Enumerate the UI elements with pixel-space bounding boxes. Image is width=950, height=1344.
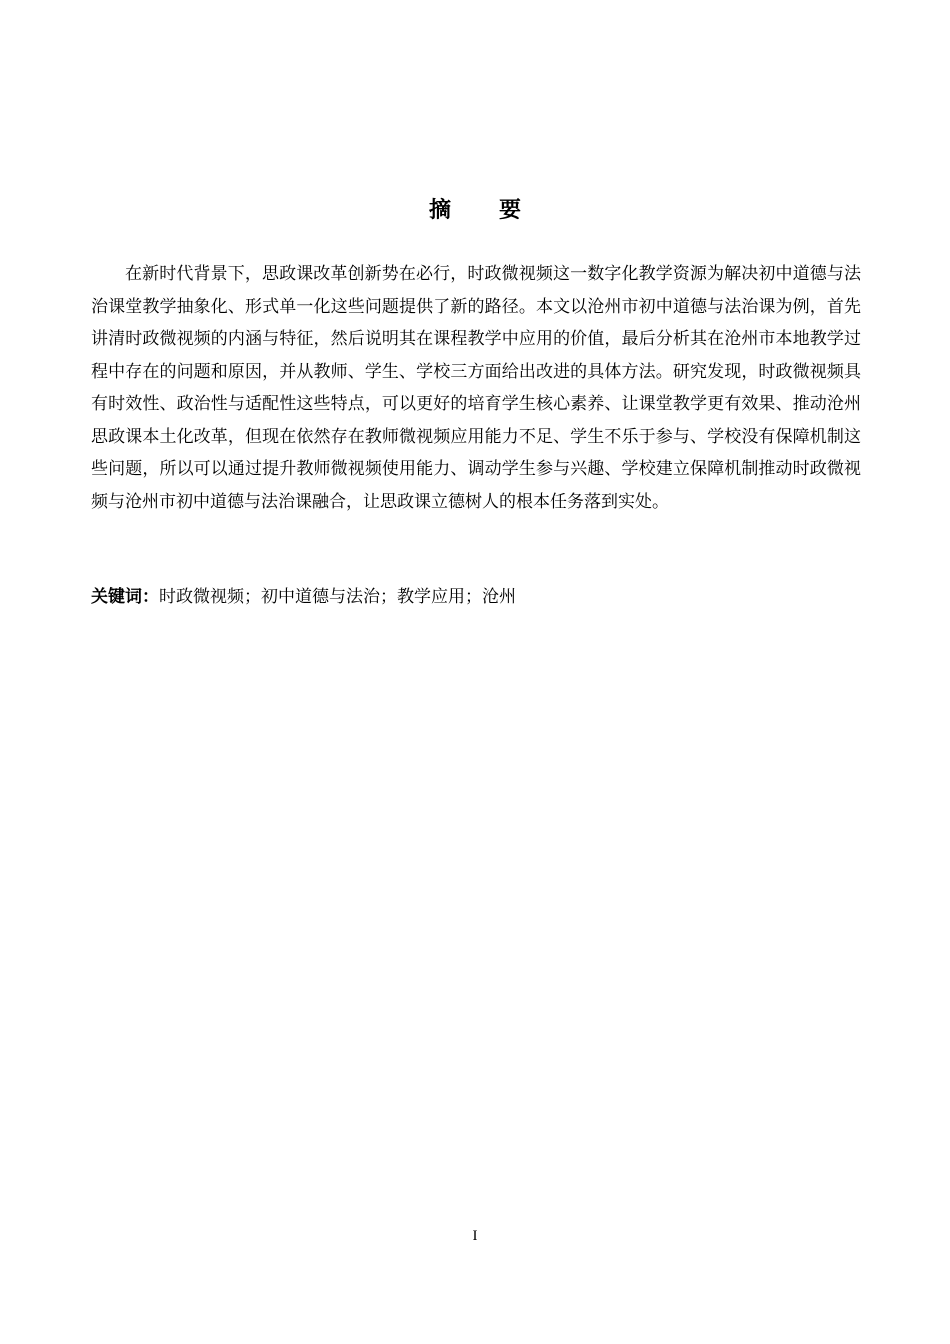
keywords-line xyxy=(91,583,861,611)
abstract-title xyxy=(0,196,950,226)
abstract-body: 在新时代背景下，思政课改革创新势在必行，时政微视频这一数字化教学资源为解决初中道德与法治课堂教学抽象化、形式单一化这些问题提供了新的路径。本文以沧州市初中道德与法治课为例，首先讲清时政微视频的内涵与特征，然后说明其在课程教学中应用的价值，最后分析其在沧州市本地教学过程中存在的问题和原因，并从教师、学生、学校三方面给出改进的具体方法。研究发现，时政微视频具有时效性、政治性与适配性这些特点，可以更好的培育学生核心素养、让课堂教学更有效果、推动沧州思政课本土化改革，但现在依然存在教师微视频应用能力不足、学生不乐于参与、学校没有保障机制这些问题，所以可以通过提升教师微视频使用能力、调动学生参与兴趣、学校建立保障机制推动时政微视频与沧州市初中道德与法治课融合，让思政课立德树人的根本任务落到实处。 xyxy=(91,264,861,512)
abstract-title-char-2: 要 xyxy=(499,198,522,223)
keywords-label: 关键词： xyxy=(91,587,159,607)
keywords-values: 时政微视频；初中道德与法治；教学应用；沧州 xyxy=(159,587,516,607)
abstract-title-char-1: 摘 xyxy=(428,198,451,223)
page-number: I xyxy=(472,1228,478,1244)
